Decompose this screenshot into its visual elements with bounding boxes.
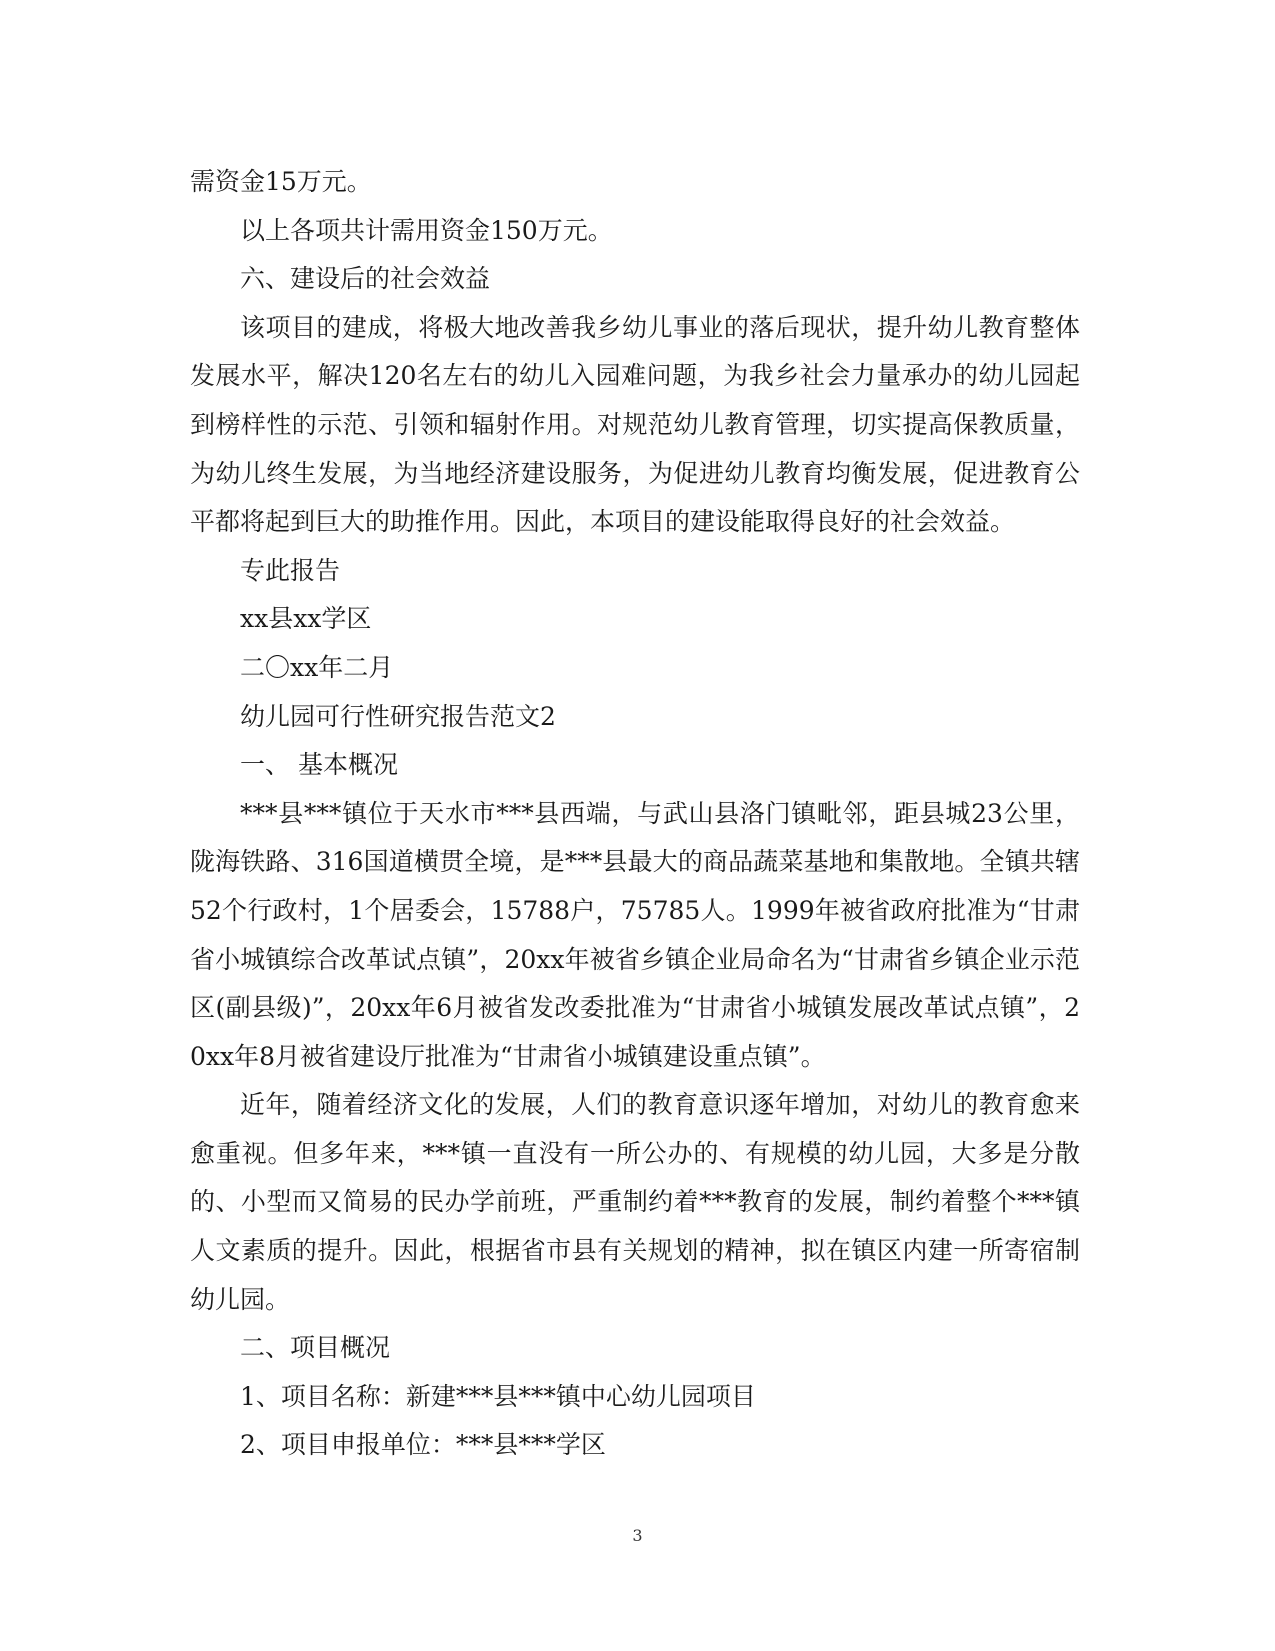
paragraph-social-benefits: 该项目的建成，将极大地改善我乡幼儿事业的落后现状，提升幼儿教育整体发展水平，解决120名左右的幼儿入园难问题，为我乡社会力量承办的幼儿园起到榜样性的示范、引领和辐射作用。对规范幼儿教育管理，切实提高保教质量，为幼儿终生发展，为当地经济建设服务，为促进幼儿教育均衡发展，促进教育公平都将起到巨大的助推作用。因此，本项目的建设能取得良好的社会效益。 — [190, 312, 1080, 537]
signature-date: 二〇xx年二月 — [240, 652, 394, 682]
document-body — [190, 158, 1080, 1470]
page-number: 3 — [632, 1526, 643, 1545]
paragraph-project-name: 1、项目名称：新建***县***镇中心幼儿园项目 — [240, 1381, 756, 1411]
paragraph-total-funding: 以上各项共计需用资金150万元。 — [240, 215, 613, 245]
paragraph-town-overview: ***县***镇位于天水市***县西端，与武山县洛门镇毗邻，距县城23公里，陇海铁路、316国道横贯全境，是***县最大的商品蔬菜基地和集散地。全镇共辖52个行政村，1个居委会，15788户，75785人。1999年被省政府批准为“甘肃省小城镇综合改革试点镇”，20xx年被省乡镇企业局命名为“甘肃省乡镇企业示范区(副县级)”，20xx年6月被省发改委批准为“甘肃省小城镇发展改革试点镇”，20xx年8月被省建设厅批准为“甘肃省小城镇建设重点镇”。 — [190, 798, 1080, 1071]
paragraph-funding-note: 需资金15万元。 — [190, 167, 372, 196]
paragraph-applicant-unit: 2、项目申报单位：***县***学区 — [240, 1430, 606, 1460]
signature-organization: xx县xx学区 — [240, 604, 372, 634]
paragraph-report-closing: 专此报告 — [240, 555, 341, 585]
paragraph-background: 近年，随着经济文化的发展，人们的教育意识逐年增加，对幼儿的教育愈来愈重视。但多年来，***镇一直没有一所公办的、有规模的幼儿园，大多是分散的、小型而又简易的民办学前班，严重制约着***教育的发展，制约着整个***镇人文素质的提升。因此，根据省市县有关规划的精神，拟在镇区内建一所寄宿制幼儿园。 — [190, 1090, 1080, 1314]
section-heading-social-benefits: 六、建设后的社会效益 — [240, 264, 491, 294]
section-heading-overview: 一、 基本概况 — [240, 750, 398, 780]
document-subtitle: 幼儿园可行性研究报告范文2 — [240, 701, 556, 731]
section-heading-project-overview: 二、项目概况 — [240, 1333, 391, 1363]
